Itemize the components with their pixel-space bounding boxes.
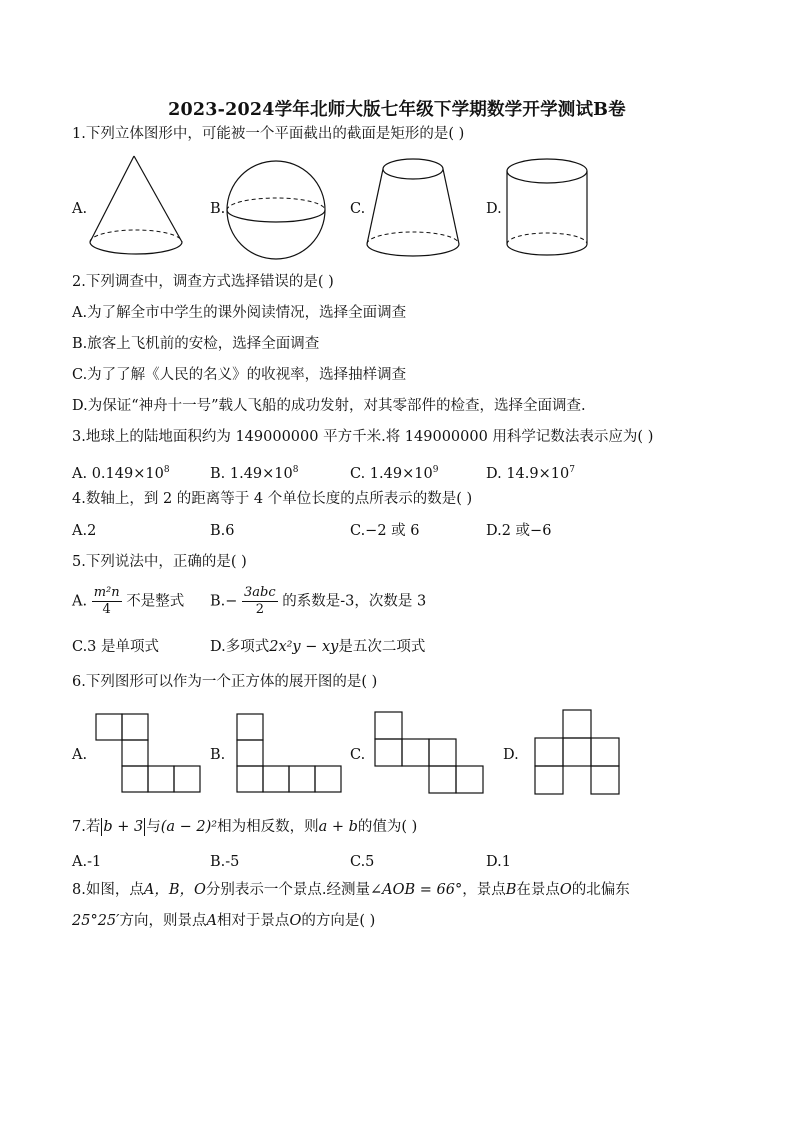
q4-option-d: D.2 或−6 [486, 523, 552, 539]
q5-option-b: B.− $\frac{\text{3abc}}{2}$ 的系数是-3，次数是 3 [210, 585, 427, 617]
q7-option-a: A.-1 [72, 854, 102, 870]
question-2-stem: 2.下列调查中，调查方式选择错误的是( ) [72, 274, 334, 290]
q4-option-c: C.−2 或 6 [350, 523, 420, 539]
q3-option-a: A. $0.149\times 10^8$ [72, 465, 170, 482]
q7-option-d: D.1 [486, 854, 511, 870]
net-b-figure [237, 714, 345, 794]
q2-option-d: D.为保证“神舟十一号”载人飞船的成功发射，对其零部件的检查，选择全面调查. [72, 398, 586, 414]
q7-option-b: B.-5 [210, 854, 240, 870]
q6-option-c-label: C. [350, 747, 366, 763]
q2-option-a: A.为了解全市中学生的课外阅读情况，选择全面调查 [72, 305, 407, 321]
question-1-stem: 1.下列立体图形中，可能被一个平面截出的截面是矩形的是( ) [72, 126, 465, 142]
question-3-stem: 3.地球上的陆地面积约为 149000000 平方千米.将 149000000 用科学记数法表示应为( ) [72, 429, 654, 445]
net-a-figure [96, 714, 202, 794]
question-4-stem: 4.数轴上，到 2 的距离等于 4 个单位长度的点所表示的数是( ) [72, 491, 473, 507]
q3-option-c: C. $1.49\times 10^9$ [350, 465, 439, 482]
frustum-figure [365, 156, 461, 260]
q7-option-c: C.5 [350, 854, 375, 870]
page-title: 2023-2024学年北师大版七年级下学期数学开学测试B卷 [168, 100, 626, 120]
q5-option-c: C.3 是单项式 [72, 639, 160, 655]
q2-option-b: B.旅客上飞机前的安检，选择全面调查 [72, 336, 320, 352]
q2-option-c: C.为了了解《人民的名义》的收视率，选择抽样调查 [72, 367, 407, 383]
cone-figure [88, 154, 188, 259]
q1-option-d-label: D. [486, 201, 502, 217]
q3-option-b: B. $1.49\times 10^8$ [210, 465, 299, 482]
q6-option-d-label: D. [503, 747, 519, 763]
q4-option-b: B.6 [210, 523, 235, 539]
q6-option-a-label: A. [72, 747, 88, 763]
sphere-figure [226, 160, 326, 260]
q3-option-d: D. $14.9\times 10^7$ [486, 465, 575, 482]
question-6-stem: 6.下列图形可以作为一个正方体的展开图的是( ) [72, 674, 378, 690]
net-d-figure [535, 710, 621, 794]
question-7-stem: 7.若 b + 3 与(a − 2)²相为相反数，则a + b的值为( ) [72, 819, 418, 835]
q5-b-fraction: $\frac{\text{3abc}}{2}$ [244, 585, 276, 617]
question-5-stem: 5.下列说法中，正确的是( ) [72, 554, 247, 570]
q6-option-b-label: B. [210, 747, 226, 763]
q1-option-c-label: C. [350, 201, 366, 217]
q4-option-a: A.2 [72, 523, 97, 539]
net-c-figure [375, 712, 485, 794]
cylinder-figure [504, 156, 590, 260]
q5-a-fraction: $\frac{\text{m²n}}{4}$ [93, 585, 120, 617]
question-8-line-2: 25°25′方向，则景点A相对于景点O的方向是( ) [72, 913, 376, 929]
q1-option-a-label: A. [72, 201, 88, 217]
q5-option-a: A. $\frac{\text{m²n}}{4}$ 不是整式 [72, 585, 185, 617]
question-8-line-1: 8.如图，点A，B，O分别表示一个景点.经测量∠AOB = 66°，景点B在景点O的北偏东 [72, 882, 630, 898]
q1-option-b-label: B. [210, 201, 226, 217]
q5-option-d: D.多项式2x²y − xy是五次二项式 [210, 639, 426, 655]
